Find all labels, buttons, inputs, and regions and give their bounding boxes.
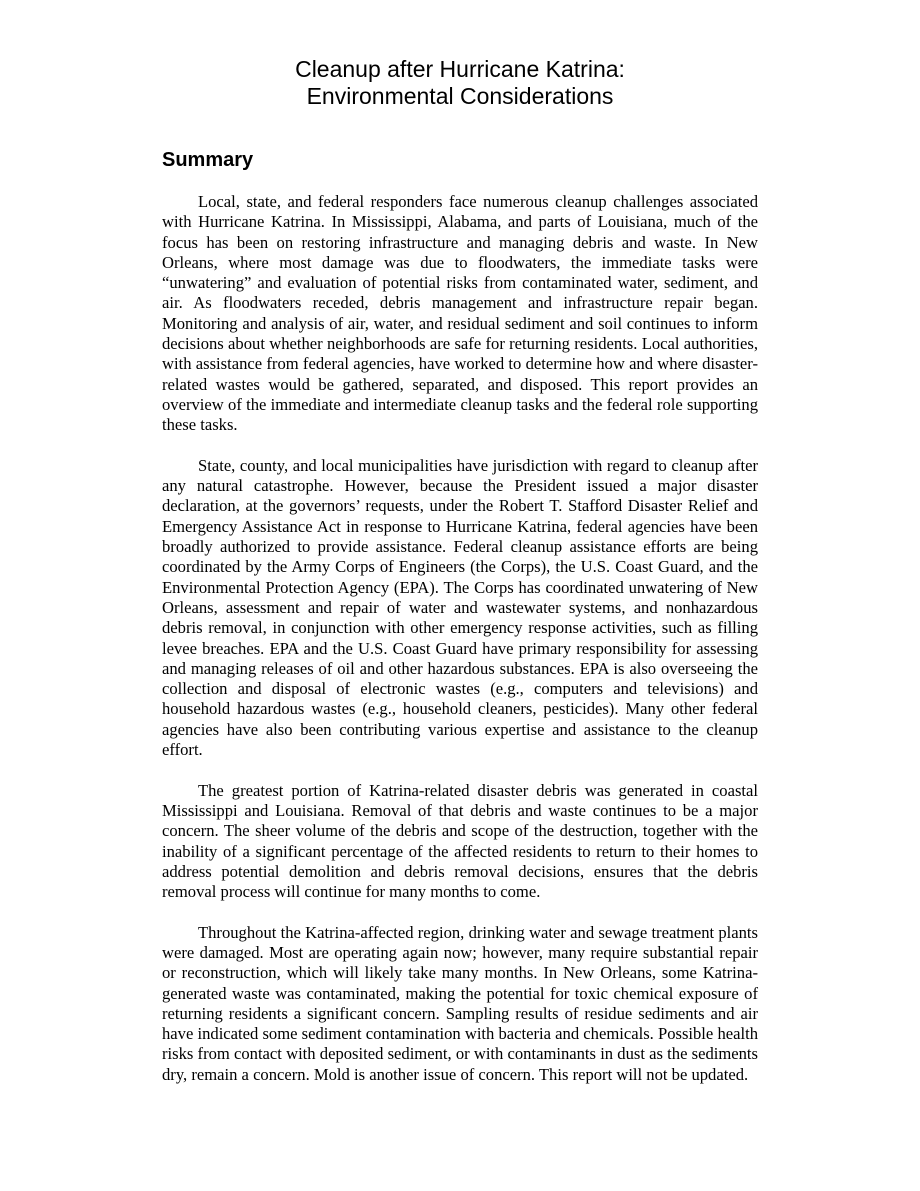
title-line-2: Environmental Considerations [306, 83, 614, 109]
paragraph-4: Throughout the Katrina-affected region, drinking water and sewage treatment plants were damaged. Most are operating again now; however, many require substantial repair or reconstruction, which will likely take many months. In New Orleans, some Katrina-generated waste was contaminated, making the potential for toxic chemical exposure of returning residents a significant concern. Sampling results of residue sediments and air have indicated some sediment contamination with bacteria and chemicals. Possible health risks from contact with deposited sediment, or with contaminants in dust as the sediments dry, remain a concern. Mold is another issue of concern. This report will not be updated. [162, 922, 758, 1084]
section-heading-summary: Summary [162, 149, 254, 171]
paragraph-2: State, county, and local municipalities have jurisdiction with regard to cleanup after any natural catastrophe. However, because the President issued a major disaster declaration, at the governors’ requests, under the Robert T. Stafford Disaster Relief and Emergency Assistance Act in response to Hurricane Katrina, federal agencies have been broadly authorized to provide assistance. Federal cleanup assistance efforts are being coordinated by the Army Corps of Engineers (the Corps), the U.S. Coast Guard, and the Environmental Protection Agency (EPA). The Corps has coordinated unwatering of New Orleans, assessment and repair of water and wastewater systems, and nonhazardous debris removal, in conjunction with other emergency response activities, such as filling levee breaches. EPA and the U.S. Coast Guard have primary responsibility for assessing and managing releases of oil and other hazardous substances. EPA is also overseeing the collection and disposal of electronic wastes (e.g., computers and televisions) and household hazardous wastes (e.g., household cleaners, pesticides). Many other federal agencies have also been contributing various expertise and assistance to the cleanup effort. [162, 455, 758, 760]
document-title [0, 56, 920, 110]
title-line-1: Cleanup after Hurricane Katrina: [295, 56, 625, 82]
paragraph-3: The greatest portion of Katrina-related disaster debris was generated in coastal Mississippi and Louisiana. Removal of that debris and waste continues to be a major concern. The sheer volume of the debris and scope of the destruction, together with the inability of a significant percentage of the affected residents to return to their homes to address potential demolition and debris removal decisions, ensures that the debris removal process will continue for many months to come. [162, 780, 758, 902]
summary-body [162, 192, 758, 1105]
paragraph-1: Local, state, and federal responders face numerous cleanup challenges associated with Hurricane Katrina. In Mississippi, Alabama, and parts of Louisiana, much of the focus has been on restoring infrastructure and managing debris and waste. In New Orleans, where most damage was due to floodwaters, the immediate tasks were “unwatering” and evaluation of potential risks from contaminated water, sediment, and air. As floodwaters receded, debris management and infrastructure repair began. Monitoring and analysis of air, water, and residual sediment and soil continues to inform decisions about whether neighborhoods are safe for returning residents. Local authorities, with assistance from federal agencies, have worked to determine how and where disaster-related wastes would be gathered, separated, and disposed. This report provides an overview of the immediate and intermediate cleanup tasks and the federal role supporting these tasks. [162, 192, 758, 435]
